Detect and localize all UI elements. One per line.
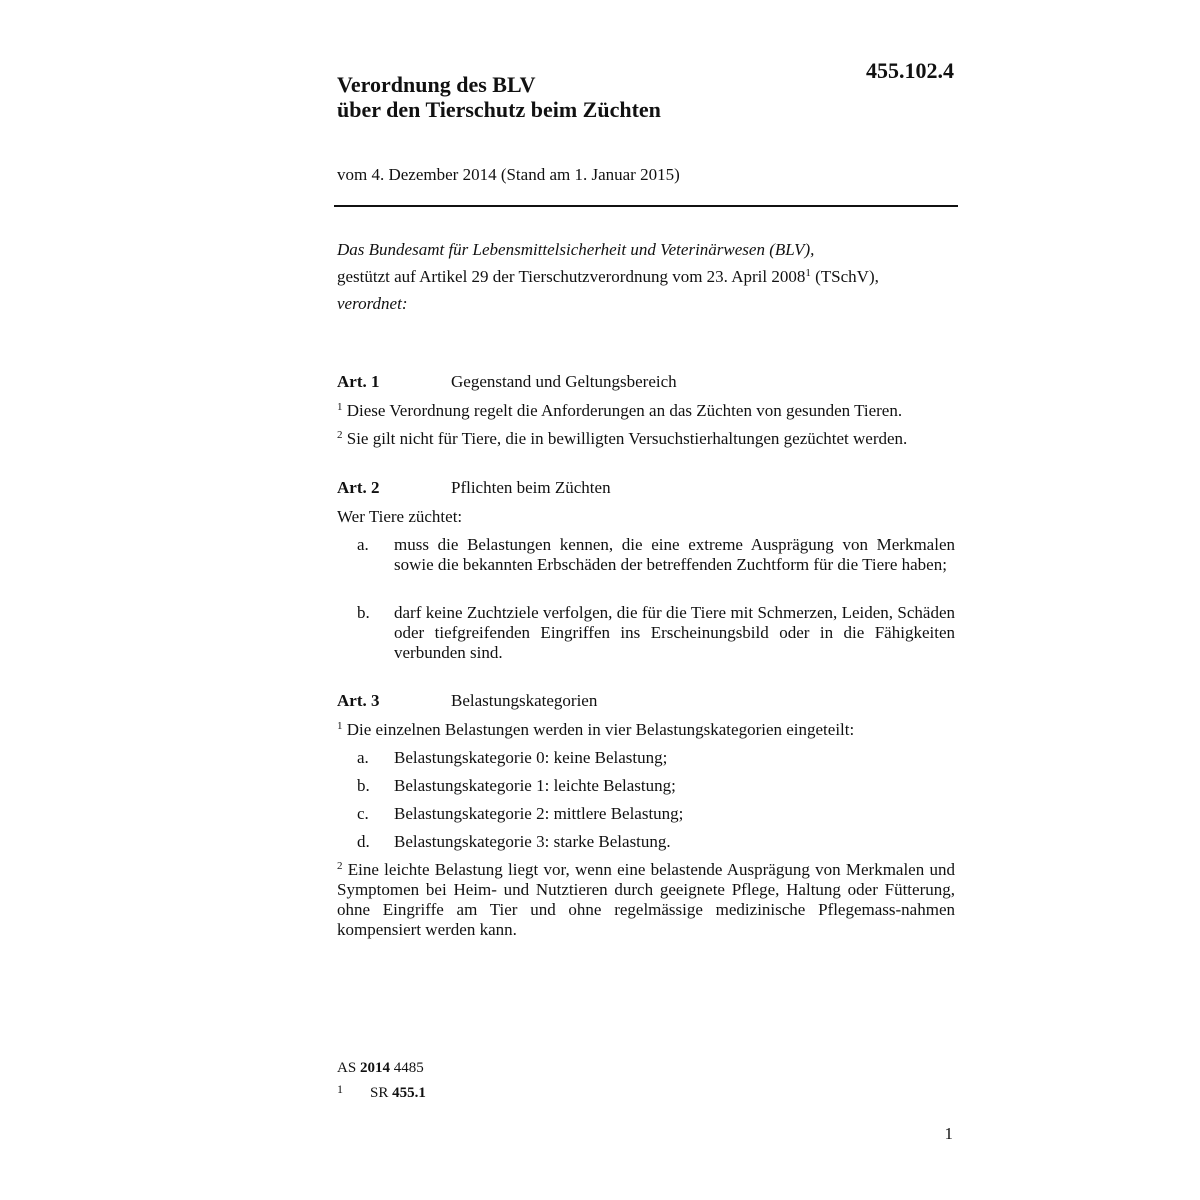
footnote-1 bbox=[337, 1079, 426, 1104]
preamble-basis-text: gestützt auf Artikel 29 der Tierschutzverordnung vom 23. April 2008 bbox=[337, 267, 806, 286]
preamble-basis-suffix: (TSchV), bbox=[810, 267, 879, 286]
preamble-authority: Das Bundesamt für Lebensmittelsicherheit und Veterinärwesen (BLV), bbox=[337, 240, 815, 259]
list-item-text: Belastungskategorie 1: leichte Belastung; bbox=[394, 776, 676, 795]
article-3-paragraph-2 bbox=[337, 860, 955, 940]
article-number: Art. 3 bbox=[337, 691, 380, 710]
list-item-label: a. bbox=[357, 535, 369, 554]
footnote-ref: 1 bbox=[805, 267, 811, 279]
list-item bbox=[357, 535, 955, 575]
article-number: Art. 1 bbox=[337, 372, 380, 391]
as-prefix: AS bbox=[337, 1060, 360, 1076]
list-item-text: Belastungskategorie 3: starke Belastung. bbox=[394, 832, 671, 851]
list-item-label: d. bbox=[357, 832, 370, 851]
paragraph-text: Diese Verordnung regelt die Anforderungen an das Züchten von gesunden Tieren. bbox=[342, 401, 903, 420]
list-item-text: Belastungskategorie 2: mittlere Belastung; bbox=[394, 804, 684, 823]
preamble bbox=[337, 236, 957, 317]
article-1-paragraph-2 bbox=[337, 429, 955, 449]
sr-number: 455.102.4 bbox=[866, 58, 954, 83]
as-page: 4485 bbox=[389, 1060, 424, 1076]
article-2-intro: Wer Tiere züchtet: bbox=[337, 507, 463, 526]
article-1-heading bbox=[337, 372, 677, 392]
article-2-heading bbox=[337, 478, 611, 498]
article-title: Gegenstand und Geltungsbereich bbox=[451, 372, 677, 391]
page-number: 1 bbox=[944, 1124, 953, 1143]
list-item-text: muss die Belastungen kennen, die eine extreme Ausprägung von Merkmalen sowie die bekannten Erbschäden der betreffenden Zuchtform für die Tiere haben; bbox=[394, 535, 955, 574]
header-divider bbox=[334, 205, 958, 207]
list-item bbox=[357, 804, 955, 824]
paragraph-mark: 2 bbox=[337, 429, 343, 441]
paragraph-mark: 2 bbox=[337, 860, 343, 872]
official-compilation-reference bbox=[337, 1058, 426, 1079]
paragraph-mark: 1 bbox=[337, 720, 343, 732]
list-item-label: a. bbox=[357, 748, 369, 767]
article-3-paragraph-1 bbox=[337, 720, 955, 740]
list-item-label: b. bbox=[357, 603, 370, 622]
document-title bbox=[337, 72, 661, 122]
title-line-1: Verordnung des BLV bbox=[337, 72, 536, 97]
paragraph-text: Die einzelnen Belastungen werden in vier Belastungskategorien eingeteilt: bbox=[342, 720, 855, 739]
list-item-text: Belastungskategorie 0: keine Belastung; bbox=[394, 748, 668, 767]
footnote-number: 455.1 bbox=[392, 1085, 426, 1101]
footnote-prefix: SR bbox=[370, 1085, 393, 1101]
article-number: Art. 2 bbox=[337, 478, 380, 497]
article-title: Pflichten beim Züchten bbox=[451, 478, 611, 497]
list-item bbox=[357, 832, 955, 852]
preamble-basis bbox=[337, 263, 957, 290]
list-item-text: darf keine Zuchtziele verfolgen, die für die Tiere mit Schmerzen, Leiden, Schäden oder tiefgreifenden Eingriffen ins Erscheinungsbild oder in die Fähigkeiten verbunden sind. bbox=[394, 603, 955, 662]
footnote-mark: 1 bbox=[337, 1082, 343, 1096]
title-line-2: über den Tierschutz beim Züchten bbox=[337, 97, 661, 122]
document-date: vom 4. Dezember 2014 (Stand am 1. Januar 2015) bbox=[337, 165, 680, 184]
paragraph-text: Sie gilt nicht für Tiere, die in bewilligten Versuchstierhaltungen gezüchtet werden. bbox=[342, 429, 908, 448]
article-1-paragraph-1 bbox=[337, 401, 955, 421]
preamble-decrees: verordnet: bbox=[337, 294, 408, 313]
paragraph-text: Eine leichte Belastung liegt vor, wenn eine belastende Ausprägung von Merkmalen und Symptomen bei Heim- und Nutztieren durch geeignete Pflege, Haltung oder Fütterung, ohne Eingriffe am Tier und ohne regelmässige medizinische Pflegemass-nahmen kompensiert werden kann. bbox=[337, 860, 955, 939]
list-item bbox=[357, 603, 955, 663]
list-item-label: b. bbox=[357, 776, 370, 795]
article-title: Belastungskategorien bbox=[451, 691, 598, 710]
as-year: 2014 bbox=[359, 1060, 390, 1076]
list-item bbox=[357, 748, 955, 768]
article-3-heading bbox=[337, 691, 597, 711]
footnotes bbox=[337, 1058, 426, 1104]
list-item-label: c. bbox=[357, 804, 369, 823]
list-item bbox=[357, 776, 955, 796]
paragraph-mark: 1 bbox=[337, 401, 343, 413]
